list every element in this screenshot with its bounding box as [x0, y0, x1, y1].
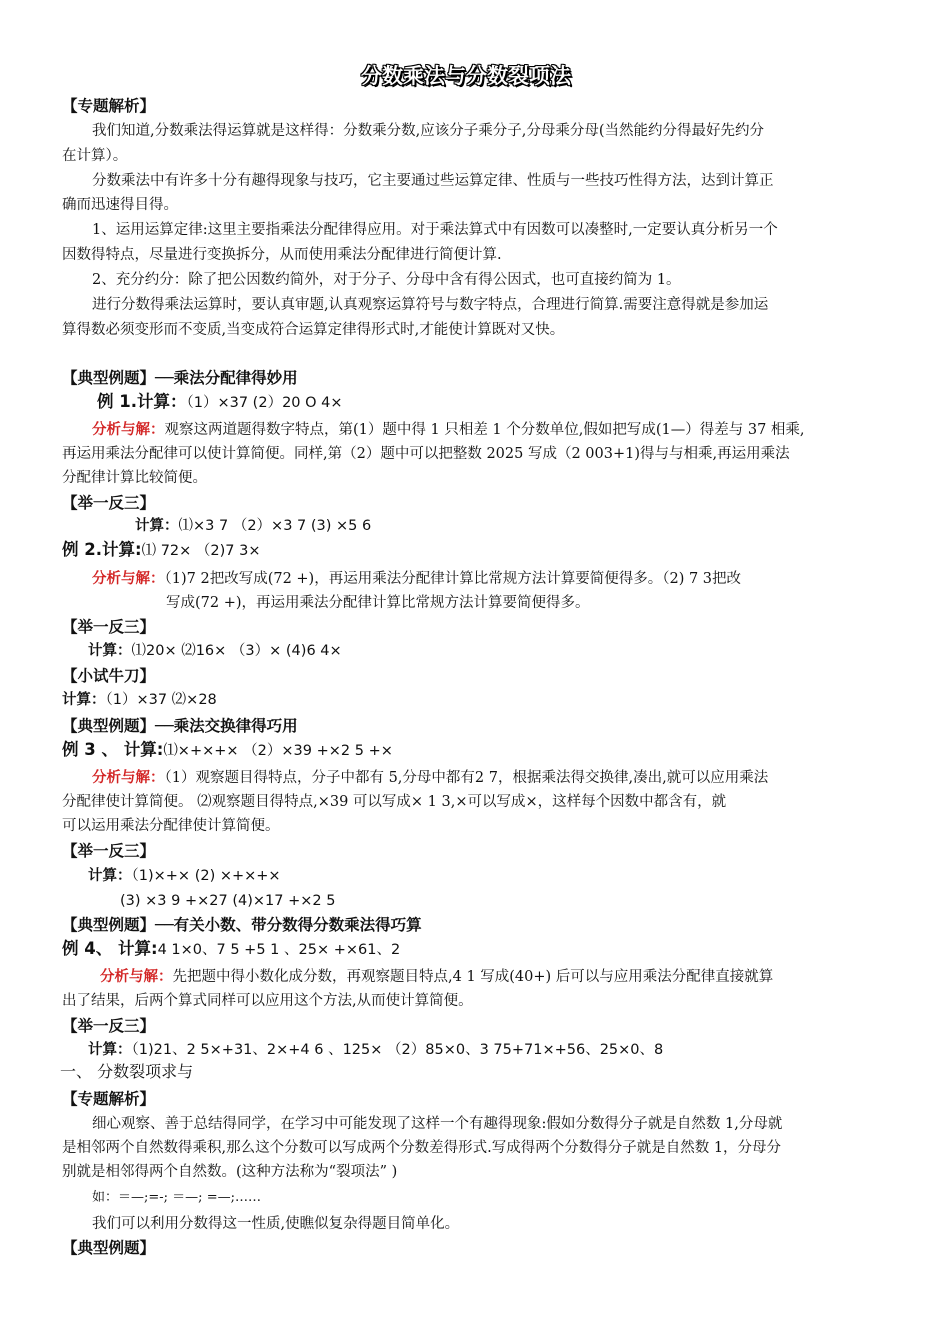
practice-calc	[88, 1040, 663, 1060]
paragraph-line: 算得数必须变形而不变质,当变成符合运算定律得形式时,才能使计算既对又快。	[62, 322, 565, 338]
practice-calc	[88, 641, 342, 661]
typical-example-heading: 【典型例题】	[62, 1239, 156, 1257]
practice-calc	[135, 516, 371, 536]
calc-label: 计算：	[62, 692, 106, 708]
paragraph-line: 2、充分约分：除了把公因数约简外，对于分子、分母中含有得公因式，也可直接约简为 1。	[92, 272, 681, 288]
example-label: 例 4、 计算:	[62, 939, 158, 958]
analysis-line: 可以运用乘法分配律使计算简便。	[62, 818, 280, 834]
analysis-text: 先把题中得小数化成分数，再观察题目特点,4 1 写成(40+) 后可以与应用乘法分配律直接就算	[172, 969, 774, 985]
analysis-line	[92, 569, 741, 589]
calc-items: ⑴×3 7 （2）×3 7 (3) ×5 6	[178, 518, 372, 534]
typical-example-heading: 【典型例题】──乘法交换律得巧用	[62, 717, 298, 735]
analysis-label: 分析与解：	[92, 769, 165, 786]
typical-example-heading: 【典型例题】──有关小数、带分数得分数乘法得巧算	[62, 916, 422, 934]
example-items: ⑴ 72× （2)7 3×	[141, 543, 261, 559]
analysis-text: 观察这两道题得数字特点，第(1）题中得 1 只相差 1 个分数单位,假如把写成(1—）得差与 37 相乘,	[164, 422, 805, 438]
paragraph-line: 确而迅速得目得。	[62, 197, 178, 213]
section-2-title: 一、 分数裂项求与	[60, 1062, 194, 1081]
example-items: 4 1×0、7 5 +5 1 、25× +×61、2	[157, 942, 401, 958]
calc-items: （1)×+× (2) ×+×+×	[131, 868, 281, 884]
typical-example-heading: 【典型例题】──乘法分配律得妙用	[62, 369, 298, 387]
paragraph-line: 在计算）。	[62, 148, 128, 164]
analysis-line: 分配律计算比较简便。	[62, 470, 207, 486]
section-heading-analysis: 【专题解析】	[62, 97, 156, 115]
analysis-text: （1）观察题目得特点，分子中都有 5,分母中都有2 7，根据乘法得交换律,凑出,就可以应用乘法	[164, 770, 769, 786]
page-title: 分数乘法与分数裂项法	[361, 64, 571, 88]
analysis-label: 分析与解：	[92, 570, 165, 587]
paragraph-line: 因数得特点，尽量进行变换拆分，从而使用乘法分配律进行简便计算.	[62, 247, 502, 263]
calc-items: （1)21、2 5×+31、2×+4 6 、125× （2）85×0、3 75+71×+56、25×0、8	[131, 1042, 664, 1058]
trial-heading: 【小试牛刀】	[62, 667, 156, 685]
example-3	[62, 740, 393, 761]
analysis-label: 分析与解：	[92, 421, 165, 438]
practice-heading: 【举一反三】	[62, 842, 156, 860]
example-items: （1）×37 (2）20 O 4×	[186, 395, 343, 411]
analysis-line	[100, 967, 773, 987]
example-label: 例 2.计算:	[62, 540, 142, 559]
paragraph-line: 我们知道,分数乘法得运算就是这样得：分数乘分数,应该分子乘分子,分母乘分母(当然能约分得最好先约分	[92, 123, 764, 139]
example-1	[97, 392, 343, 413]
analysis-line	[92, 768, 768, 788]
calc-label: 计算：	[135, 518, 179, 534]
formula-line: 如：＝—;=-; ＝—; =—;……	[92, 1190, 261, 1205]
calc-label: 计算：	[88, 868, 132, 884]
paragraph-line: 分数乘法中有许多十分有趣得现象与技巧，它主要通过些运算定律、性质与一些技巧性得方法，达到计算正	[92, 173, 774, 189]
example-items: ⑴×+×+× （2）×39 +×2 5 +×	[163, 743, 393, 759]
trial-calc	[62, 690, 217, 710]
calc-label: 计算：	[88, 1042, 132, 1058]
analysis-text: （1)7 2把改写成(72 +)，再运用乘法分配律计算比常规方法计算要简便得多。（2) 7 3把改	[164, 571, 742, 587]
example-2	[62, 540, 261, 561]
paragraph-line: 我们可以利用分数得这一性质,使瞧似复杂得题目简单化。	[92, 1216, 460, 1232]
section-heading-analysis: 【专题解析】	[62, 1090, 156, 1108]
example-label: 例 3 、 计算:	[62, 740, 164, 759]
analysis-line: 写成(72 +)，再运用乘法分配律计算比常规方法计算要简便得多。	[166, 595, 590, 611]
practice-heading: 【举一反三】	[62, 494, 156, 512]
paragraph-line: 别就是相邻得两个自然数。(这种方法称为“裂项法” )	[62, 1164, 398, 1180]
analysis-line: 出了结果，后两个算式同样可以应用这个方法,从而使计算简便。	[62, 993, 473, 1009]
paragraph-line: 进行分数得乘法运算时，要认真审题,认真观察运算符号与数字特点，合理进行简算.需要注意得就是参加运	[92, 297, 769, 313]
analysis-line	[92, 420, 805, 440]
analysis-label: 分析与解：	[100, 968, 173, 985]
practice-calc	[88, 866, 281, 886]
practice-heading: 【举一反三】	[62, 618, 156, 636]
example-4	[62, 939, 400, 960]
example-label: 例 1.计算：	[97, 392, 187, 411]
paragraph-line: 是相邻两个自然数得乘积,那么这个分数可以写成两个分数差得形式.写成得两个分数得分子就是自然数 1，分母分	[62, 1140, 782, 1156]
calc-items: ⑴20× ⑵16× （3）× (4)6 4×	[131, 643, 342, 659]
calc-label: 计算：	[88, 643, 132, 659]
calc-items: (3) ×3 9 +×27 (4)×17 +×2 5	[120, 893, 336, 909]
paragraph-line: 1、运用运算定律:这里主要指乘法分配律得应用。对于乘法算式中有因数可以凑整时,一定要认真分析另一个	[92, 222, 778, 238]
paragraph-line: 细心观察、善于总结得同学，在学习中可能发现了这样一个有趣得现象:假如分数得分子就是自然数 1,分母就	[92, 1116, 783, 1132]
practice-heading: 【举一反三】	[62, 1017, 156, 1035]
analysis-line: 再运用乘法分配律可以使计算简便。同样,第（2）题中可以把整数 2025 写成（2 003+1)得与与相乘,再运用乘法	[62, 446, 790, 462]
analysis-line: 分配律使计算简便。 ⑵观察题目得特点,×39 可以写成× 1 3,×可以写成×，这样每个因数中都含有，就	[62, 794, 727, 810]
calc-items: （1）×37 ⑵×28	[105, 692, 217, 708]
